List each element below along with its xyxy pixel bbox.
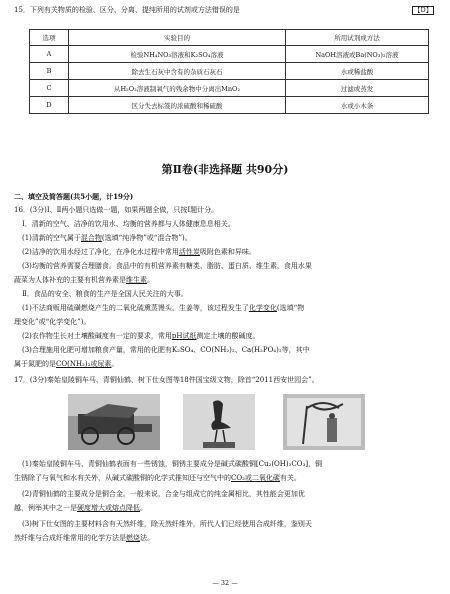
q16-2-a-line1 — [22, 304, 304, 312]
answer-text: 燃烧 — [126, 534, 140, 542]
q16-1-a — [22, 234, 192, 242]
table-cell: 水或小木条 — [286, 97, 429, 114]
table-cell: 水或稀盐酸 — [286, 63, 429, 80]
table-header-cell: 实验目的 — [69, 30, 286, 46]
q17-2-line1: (2)青铜仙鹤的主要成分是铜合金。一般来说，合金与组成它的纯金属相比，其性能会更加优 — [22, 490, 305, 498]
q16-2-c-line1: (3)合理施用化肥可增加粮食产量，常用的化肥有K₂SO₄、CO(NH₂)₂、Ca(H₂PO₄)₂等，其中 — [22, 346, 310, 354]
question-text: (选填“纯净物”或“混合物”)。 — [101, 234, 192, 242]
q16-1-b — [22, 248, 256, 256]
question-text: (2)洁净的饮用水经过了净化，在净化水过程中常用 — [22, 248, 179, 256]
answer-text: 硬度增大或熔点降低 — [77, 504, 140, 512]
q15-table — [29, 29, 429, 114]
answer-text: CO(NH₂)₂或尿素 — [56, 360, 112, 368]
q16-2-b — [22, 332, 260, 340]
answer-badge: 【D】 — [414, 6, 433, 14]
q17-1-line1: (1)秦始皇陵铜车马、青铜仙鹤表面有一些锈蚀，铜锈主要成分是碱式碳酸铜[Cu₂(OH)₂CO₃]，铜 — [22, 460, 323, 468]
q16-intro: 16．(3分)Ⅰ、Ⅱ两小题只选做一题，如果两题全做，只按Ⅰ题计分。 — [14, 206, 219, 214]
q16-part1-text: Ⅰ．清新的空气、洁净的饮用水、均衡的营养都与人体健康息息相关。 — [22, 220, 235, 228]
question-text: 法。 — [140, 534, 154, 542]
answer-text: 化学变化 — [248, 304, 277, 312]
bronze-chariot-photo — [68, 394, 160, 450]
table-header-cell: 所用试剂或方法 — [286, 30, 429, 46]
question-text: 越，例举其中之一是 — [14, 504, 77, 512]
answer-text: 维生素 — [126, 276, 147, 284]
question-15-text: 15．下列有关物质的检验、区分、分离、提纯所用的试剂或方法错误的是 — [14, 6, 240, 14]
answer-text: pH试纸 — [171, 332, 197, 340]
q16-part2-text: Ⅱ．食品的安全、粮食的生产是全国人民关注的大事。 — [22, 290, 188, 298]
q17-3-line2 — [14, 534, 154, 542]
question-text: 然纤维与合成纤维常用的化学方法是 — [14, 534, 126, 542]
part-two-title: 第Ⅱ卷(非选择题 共90分) — [161, 163, 289, 176]
table-row — [30, 80, 429, 97]
question-text: 。 — [111, 360, 119, 368]
q16-1-c-line1: (3)均衡的营养需要合理膳食。食品中的有机营养素有糖类、脂肪、蛋白质、维生素，食用水果 — [22, 262, 312, 270]
question-text: 。 — [147, 276, 154, 284]
table-cell: 区分失去标签的浓硫酸和稀硫酸 — [69, 97, 286, 114]
table-cell: 除去生石灰中含有的杂质石灰石 — [69, 63, 286, 80]
table-cell: 检验NH₄NO₃溶液和K₂SO₄溶液 — [69, 46, 286, 63]
question-text: 。 — [140, 504, 147, 512]
question-text: 蔬菜为人体补充的主要有机营养素是 — [14, 276, 126, 284]
answer-text: CO₂或二氧化碳 — [231, 474, 280, 482]
table-row — [30, 97, 429, 114]
answer-text: 活性炭 — [178, 248, 200, 256]
answer-text: 混合物 — [80, 234, 102, 242]
table-header-cell: 选项 — [30, 30, 69, 46]
table-header-row — [30, 30, 429, 46]
table-cell: NaOH溶液或Ba(NO₃)₂溶液 — [286, 46, 429, 63]
q17-1-line2 — [14, 474, 301, 482]
question-text: 测定土壤的酸碱度。 — [196, 332, 260, 340]
question-text: 吸附色素和异味。 — [199, 248, 256, 256]
table-cell: 从H₂O₂溶液制氧气的残余物中分离出MnO₂ — [69, 80, 286, 97]
question-text: (选填“物 — [276, 304, 305, 312]
q17-2-line2 — [14, 504, 147, 512]
bronze-crane-photo — [183, 394, 255, 450]
table-cell: A — [30, 46, 69, 63]
question-text: 属于氮肥的是 — [14, 360, 56, 368]
q17-3-line1: (3)树下仕女图的主要材料含有天然纤维，除天然纤维外，所代人们已经使用合成纤维，鉴别天 — [22, 520, 312, 528]
section-heading: 二、填空及简答题(共5小题，计19分) — [14, 192, 134, 201]
table-cell: C — [30, 80, 69, 97]
table-cell: D — [30, 97, 69, 114]
table-row — [30, 46, 429, 63]
q17-intro: 17．(3分)秦始皇陵铜车马、青铜仙鹤、树下仕女图等18件国宝级文物，除首“2011西安世园会”。 — [14, 376, 319, 384]
question-text: 生锈除了与氧气和水有关外，从碱式碳酸铜的化学式推知还与空气中的 — [14, 474, 231, 482]
table-cell: B — [30, 63, 69, 80]
question-text: 有关。 — [279, 474, 301, 482]
table-row — [30, 63, 429, 80]
q16-2-a-line2: 理变化”或“化学变化”)。 — [14, 318, 91, 326]
table-cell: 过滤或蒸发 — [286, 80, 429, 97]
q16-2-c-line2 — [14, 360, 118, 368]
question-text: (2)农作物生长对土壤酸碱度有一定的要求，常用 — [22, 332, 172, 340]
q16-1-c-line2 — [14, 276, 154, 284]
question-text: (1)清新的空气属于 — [22, 234, 81, 242]
question-text: (1)不法商贩用硫磺燃烧产生的二氧化硫熏蒸馒头，生姜等，该过程发生了 — [22, 304, 249, 312]
painting-under-tree-photo — [283, 394, 365, 450]
page-number: — 32 — — [212, 579, 238, 587]
